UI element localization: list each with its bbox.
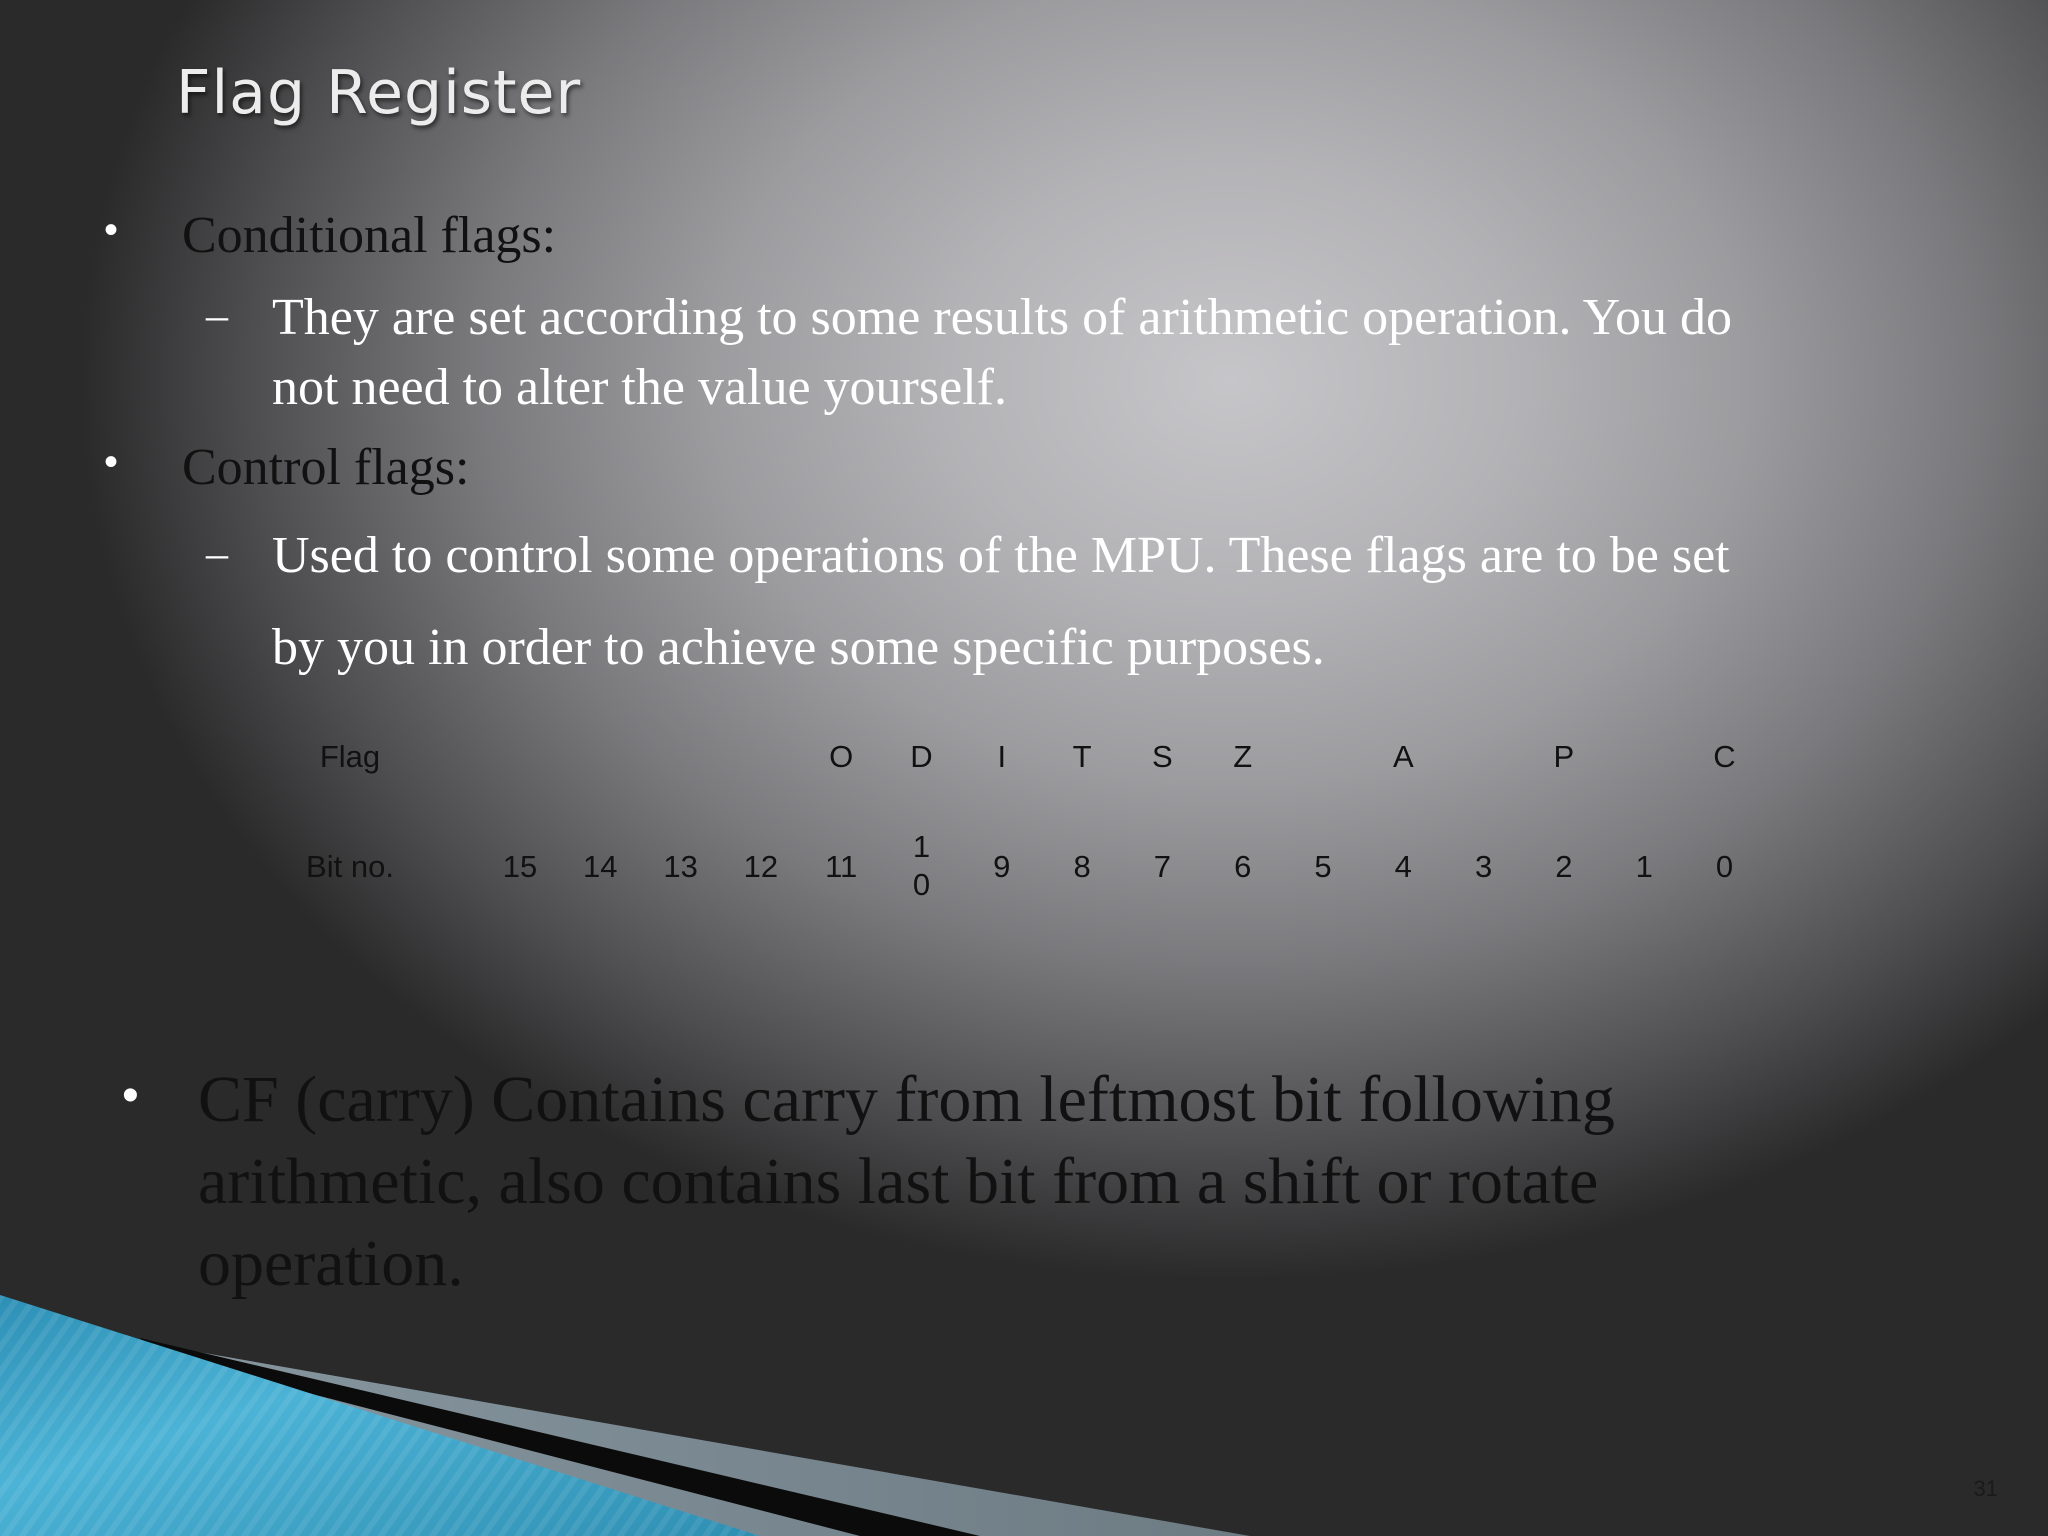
- conditional-flags-desc-line1: They are set according to some results of arithmetic operation. You do: [272, 289, 1732, 346]
- bit-number-cell: 10: [912, 829, 931, 902]
- flag-cell: S: [1152, 739, 1173, 774]
- flag-cell: C: [1713, 739, 1736, 774]
- cf-description-line3: operation.: [198, 1227, 464, 1300]
- bullet-control-flags: Control flags:: [182, 439, 470, 496]
- bullet-marker: •: [122, 1069, 139, 1122]
- bit-row-label: Bit no.: [306, 849, 394, 884]
- bit-number-cell: 9: [993, 849, 1011, 884]
- flag-cell: O: [829, 739, 854, 774]
- bullet-marker: •: [104, 440, 119, 484]
- bit-number-cell: 6: [1234, 849, 1252, 884]
- bit-number-cell: 3: [1474, 849, 1493, 884]
- bit-number-cell: 5: [1314, 849, 1332, 884]
- bullet-marker: •: [104, 208, 119, 252]
- bullet-conditional-flags: Conditional flags:: [182, 207, 557, 264]
- flag-cell: D: [910, 739, 933, 774]
- bit-number-cell: 0: [1715, 849, 1734, 884]
- cf-description-line1: CF (carry) Contains carry from leftmost bit following: [198, 1063, 1615, 1136]
- bit-number-cell: 4: [1394, 849, 1412, 884]
- slide-title: Flag Register: [176, 58, 582, 128]
- flag-cell: I: [997, 739, 1007, 774]
- bit-number-cell: 2: [1555, 849, 1573, 884]
- dash-marker: –: [206, 291, 228, 340]
- flag-row-label: Flag: [319, 739, 381, 774]
- bit-number-cell: 12: [743, 849, 779, 884]
- bit-number-cell: 1: [1635, 849, 1653, 884]
- flag-cell: T: [1072, 739, 1092, 774]
- flag-cell: P: [1553, 739, 1575, 774]
- bit-number-cell: 8: [1073, 849, 1091, 884]
- control-flags-desc-line2: by you in order to achieve some specific purposes.: [272, 619, 1325, 676]
- bit-number-cell: 11: [825, 849, 858, 884]
- control-flags-desc-line1: Used to control some operations of the MPU. These flags are to be set: [272, 527, 1730, 584]
- dash-marker: –: [206, 529, 228, 578]
- flag-cell: Z: [1233, 739, 1253, 774]
- bit-number-cell: 7: [1153, 849, 1172, 884]
- bit-number-cell: 14: [583, 849, 618, 884]
- slide-number: 31: [1973, 1476, 1998, 1501]
- bit-number-cell: 15: [502, 849, 538, 884]
- flag-cell: A: [1392, 739, 1414, 774]
- cf-description-line2: arithmetic, also contains last bit from a shift or rotate: [198, 1145, 1599, 1218]
- bit-number-cell: 13: [663, 849, 698, 884]
- conditional-flags-desc-line2: not need to alter the value yourself.: [272, 359, 1007, 416]
